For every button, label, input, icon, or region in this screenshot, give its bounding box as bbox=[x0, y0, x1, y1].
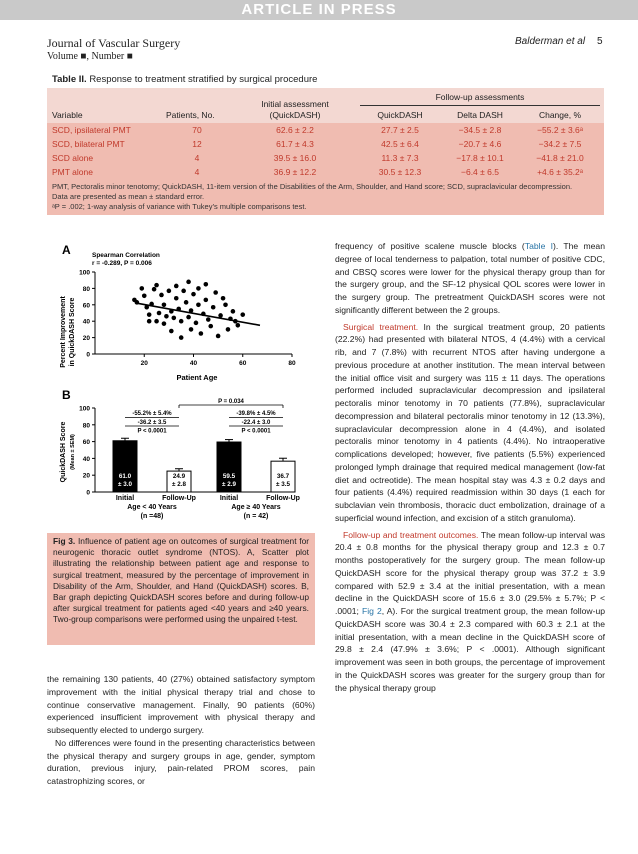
scatter-point bbox=[157, 311, 162, 316]
scatter-point bbox=[154, 319, 159, 324]
table-i-link[interactable]: Table I bbox=[524, 241, 554, 251]
fig-2-link[interactable]: Fig 2 bbox=[361, 606, 382, 616]
cell-delta: −6.4 ± 6.5 bbox=[461, 167, 499, 177]
bar-group-pct: -39.8% ± 4.5% bbox=[236, 411, 276, 417]
cell-patients: 4 bbox=[194, 153, 200, 163]
table-footnote-abbrev: PMT, Pectoralis minor tenotomy; QuickDASH, 11-item version of the Disabilities of the Arm, Shoulder, and Hand score; SCD, supraclavicular decompression. bbox=[52, 182, 573, 191]
cell-initial: 39.5 ± 16.0 bbox=[273, 153, 317, 163]
bar-value-label: 59.5 bbox=[222, 473, 236, 480]
bar-value-label: 36.7 bbox=[276, 473, 290, 480]
bar-group-p: P < 0.0001 bbox=[137, 428, 167, 435]
caption-text: Influence of patient age on outcomes of surgical treatment for neurogenic thoracic outlet syndrome (NTOS). A, Scatter plot illustrating the relationship between patient age and response to surgical treatment, measured by the percentage of improvement in Disability of the Arm, Shoulder, and Hand (QuickDASH) scores. B, Bar graph depicting QuickDASH scores before and during follow-up after surgical treatment for patients aged <40 years and ≥40 years. Two-group comparisons were performed using the unpaired t-test. bbox=[53, 536, 310, 625]
cell-quickdash: 42.5 ± 6.4 bbox=[381, 139, 419, 149]
scatter-point bbox=[159, 293, 164, 298]
scatter-point bbox=[194, 321, 199, 326]
left-column-text bbox=[47, 673, 315, 788]
scatter-point bbox=[169, 329, 174, 334]
bar-between-p: P = 0.034 bbox=[218, 399, 244, 405]
scatter-point bbox=[240, 312, 245, 317]
scatter-point bbox=[147, 312, 152, 317]
scatter-point bbox=[139, 286, 144, 291]
scatter-point bbox=[184, 300, 189, 305]
cell-quickdash: 30.5 ± 12.3 bbox=[378, 167, 422, 177]
col-delta: Delta DASH bbox=[457, 110, 503, 120]
page-number: 5 bbox=[597, 36, 603, 47]
bar-group-n: (n =48) bbox=[140, 513, 164, 520]
scatter-y-tick-label: 0 bbox=[86, 351, 90, 359]
journal-name: Journal of Vascular Surgery bbox=[47, 36, 181, 50]
bar-group-label: Age ≥ 40 Years bbox=[231, 504, 281, 511]
bar-error-label: ± 2.8 bbox=[172, 481, 186, 488]
scatter-point bbox=[191, 292, 196, 297]
scatter-xlabel: Patient Age bbox=[176, 373, 218, 382]
scatter-point bbox=[226, 327, 231, 332]
bar-y-tick-label: 20 bbox=[82, 472, 90, 480]
bar-group-label: Age < 40 Years bbox=[127, 504, 177, 511]
bar-group-n: (n = 42) bbox=[243, 513, 269, 520]
bar-category-label: Initial bbox=[115, 495, 135, 502]
panel-b-label: B bbox=[62, 388, 71, 402]
right-p1-text-b: ). The mean degree of local tenderness to palpation, total number of positive CDC, and CBSQ scores were lower for the physical therapy group than for the surgery group, and the SF-12 physical QOL scores were lower in the surgery group. The pretreatment QuickDASH scores were not significantly different between the 2 groups. bbox=[335, 241, 605, 315]
scatter-y-tick-label: 40 bbox=[82, 318, 90, 326]
bar-group-delta: -36.2 ± 3.5 bbox=[137, 420, 167, 426]
col-initial-line1: Initial assessment bbox=[261, 99, 329, 109]
scatter-point bbox=[206, 317, 211, 322]
scatter-x-tick-label: 40 bbox=[189, 360, 198, 367]
table-title bbox=[52, 74, 317, 85]
bar-y-tick-label: 0 bbox=[86, 489, 90, 497]
bar-group-delta: -22.4 ± 3.0 bbox=[241, 420, 271, 426]
scatter-point bbox=[152, 287, 157, 292]
right-paragraph-3 bbox=[335, 529, 605, 695]
scatter-point bbox=[218, 313, 223, 318]
scatter-point bbox=[179, 335, 184, 340]
scatter-point bbox=[196, 303, 201, 308]
right-p2-text: In the surgical treatment group, 20 patients (22.2%) had presented with bilateral NTOS, 4 (4.4%) with a cervical rib, and 7 (7.8%) with recurrent NTOS after having undergone a previous procedure at another institution. The mean interval between the initial office visit and surgery was 115 ± 11 days. The operations performed included supraclavicular decompression and ipsilateral pectoralis minor tenotomy in 70 patients (77.8%), supraclavicular decompression and bilateral pectoralis minor tenotomy in 12 (13.3%), supraclavicular decompression alone in 4 (4.4%), and isolated pectoralis minor tenotomy in 4 patients (4.4%). No intraoperative complications developed; however, five patients (5.5%) experienced prolonged lymph drainage that required medical management (low-fat diet and octreotide). The mean hospital stay was 4.3 ± 0.2 days and four patients (4.4%) required readmission within 30 days (1 each for subclavian vein thrombosis, thoracic duct embolization, drainage of a superficial wound infection, and excision of a stitch granuloma). bbox=[335, 321, 606, 523]
bar-category-label: Follow-Up bbox=[162, 495, 196, 502]
scatter-point bbox=[221, 296, 226, 301]
table-row bbox=[47, 123, 604, 137]
scatter-point bbox=[186, 280, 191, 285]
bar-chart bbox=[79, 399, 300, 520]
scatter-point bbox=[186, 315, 191, 320]
bar-category-label: Follow-Up bbox=[266, 495, 300, 502]
col-variable: Variable bbox=[52, 110, 83, 120]
bar-group-p: P < 0.0001 bbox=[241, 428, 271, 435]
scatter-point bbox=[164, 314, 169, 319]
bar-y-tick-label: 80 bbox=[82, 422, 90, 430]
table-footnote-stats: ᵃP = .002; 1-way analysis of variance with Tukey’s multiple comparisons test. bbox=[52, 202, 307, 211]
scatter-point bbox=[142, 293, 147, 298]
cell-variable: SCD, ipsilateral PMT bbox=[52, 125, 131, 135]
table-row bbox=[47, 165, 604, 179]
scatter-point bbox=[162, 303, 167, 308]
bar-error-label: ± 2.9 bbox=[222, 481, 236, 488]
scatter-ylabel-2: in QuickDASH Score bbox=[69, 297, 76, 367]
scatter-point bbox=[236, 323, 241, 328]
cell-patients: 12 bbox=[192, 139, 202, 149]
scatter-point bbox=[213, 290, 218, 295]
scatter-x-tick-label: 80 bbox=[288, 360, 296, 367]
scatter-y-tick-label: 100 bbox=[79, 269, 90, 277]
cell-quickdash: 27.7 ± 2.5 bbox=[381, 125, 419, 135]
scatter-plot bbox=[79, 270, 296, 368]
figure-caption bbox=[47, 533, 315, 645]
scatter-point bbox=[179, 319, 184, 324]
right-p3-text-a: The mean follow-up interval was 20.4 ± 0.8 months for the physical therapy group and 12.3 ± 0.7 months postoperatively for the surgery group. The mean follow-up QuickDASH score for the physical therapy group was 37.2 ± 3.9 compared with 52.9 ± 3.4 at the initial presentation, with a mean decline in the QuickDASH score of 15.6 ± 3.0 (29.5% ± 5.7%; P < .0001; bbox=[335, 529, 605, 616]
cell-initial: 62.6 ± 2.2 bbox=[276, 125, 314, 135]
scatter-point bbox=[211, 305, 216, 310]
left-paragraph-1: the remaining 130 patients, 40 (27%) obtained satisfactory symptom improvement with the initial physical therapy trial and chose to continue conservative management. Finally, 90 patients (60%) experienced insufficient improvement with physical therapy and subsequently elected to undergo surgery. bbox=[47, 674, 315, 735]
cell-variable: SCD alone bbox=[52, 153, 94, 163]
right-p1-text-a: frequency of positive scalene muscle blocks ( bbox=[335, 241, 525, 251]
right-column-text bbox=[335, 240, 605, 698]
cell-patients: 4 bbox=[194, 167, 200, 177]
banner-text: ARTICLE IN PRESS bbox=[241, 1, 397, 18]
bar-y-tick-label: 40 bbox=[82, 455, 90, 463]
scatter-subtitle: r = -0.289, P = 0.006 bbox=[92, 260, 152, 267]
scatter-point bbox=[162, 321, 167, 326]
bar-y-tick-label: 60 bbox=[82, 439, 90, 447]
figure-svg bbox=[47, 232, 319, 532]
cell-change: +4.6 ± 35.2ᵃ bbox=[537, 167, 583, 177]
cell-delta: −20.7 ± 4.6 bbox=[458, 139, 502, 149]
bar-error-label: ± 3.0 bbox=[118, 481, 132, 488]
scatter-point bbox=[199, 331, 204, 336]
scatter-point bbox=[154, 283, 159, 288]
bar-ylabel-1: QuickDASH Score bbox=[60, 421, 67, 483]
cell-initial: 36.9 ± 12.2 bbox=[273, 167, 317, 177]
caption-label: Fig 3. bbox=[53, 536, 76, 546]
scatter-point bbox=[181, 289, 186, 294]
table-footnote-data: Data are presented as mean ± standard error. bbox=[52, 192, 205, 201]
scatter-y-tick-label: 60 bbox=[82, 302, 90, 310]
bar-ylabel-2: (Mean ± SEM) bbox=[70, 434, 76, 470]
scatter-point bbox=[223, 303, 228, 308]
col-quickdash: QuickDASH bbox=[377, 110, 423, 120]
scatter-point bbox=[167, 289, 172, 294]
left-paragraph-2: No differences were found in the presenting characteristics between the physical therapy and surgery groups in age, gender, symptom duration, previous injury, pain-related PROM scores, pain catastrophizing scores, or bbox=[47, 737, 315, 786]
scatter-point bbox=[208, 324, 213, 329]
figure-3 bbox=[47, 232, 319, 532]
scatter-point bbox=[147, 319, 152, 324]
surgical-treatment-heading: Surgical treatment. bbox=[343, 321, 419, 332]
cell-delta: −34.5 ± 2.8 bbox=[458, 125, 502, 135]
followup-heading: Follow-up and treatment outcomes. bbox=[343, 529, 479, 540]
scatter-point bbox=[231, 309, 236, 314]
cell-change: −34.2 ± 7.5 bbox=[538, 139, 582, 149]
cell-patients: 70 bbox=[192, 125, 202, 135]
scatter-y-tick-label: 20 bbox=[82, 335, 90, 343]
col-initial-line2: (QuickDASH) bbox=[269, 110, 321, 120]
right-p3-text-b: , A). For the surgical treatment group, the mean follow-up QuickDASH score was 30.4 ± 2.3 compared with 60.3 ± 2.1 at the initial presentation, with a mean decline in the QuickDASH score of 29.8 ± 2.4 (47.9% ± 3.6%; P < .0001). Although significant improvement was seen in both groups, the percentage of improvement in the QuickDASH scores was greater for the surgery group than for the physical therapy group bbox=[335, 606, 606, 693]
bar-error-label: ± 3.5 bbox=[276, 481, 290, 488]
cell-delta: −17.8 ± 10.1 bbox=[456, 153, 504, 163]
scatter-point bbox=[172, 316, 177, 321]
scatter-point bbox=[216, 334, 221, 339]
cell-change: −41.8 ± 21.0 bbox=[536, 153, 584, 163]
bar-value-label: 61.0 bbox=[118, 473, 132, 480]
panel-a-label: A bbox=[62, 243, 71, 257]
cell-quickdash: 11.3 ± 7.3 bbox=[381, 153, 419, 163]
scatter-point bbox=[196, 286, 201, 291]
scatter-y-tick-label: 80 bbox=[82, 285, 90, 293]
article-in-press-banner bbox=[0, 0, 638, 20]
table-row bbox=[47, 137, 604, 151]
scatter-x-tick-label: 20 bbox=[140, 360, 148, 367]
scatter-point bbox=[189, 327, 194, 332]
bar-category-label: Initial bbox=[219, 495, 239, 502]
followup-group-header: Follow-up assessments bbox=[435, 92, 525, 102]
scatter-x-tick-label: 60 bbox=[239, 360, 247, 367]
bar-y-tick-label: 100 bbox=[79, 405, 90, 413]
scatter-title: Spearman Correlation bbox=[92, 252, 160, 259]
bar-group-pct: -55.2% ± 5.4% bbox=[132, 411, 172, 417]
scatter-point bbox=[204, 282, 209, 287]
cell-variable: PMT alone bbox=[52, 167, 93, 177]
cell-initial: 61.7 ± 4.3 bbox=[276, 139, 314, 149]
scatter-point bbox=[174, 284, 179, 289]
col-patients: Patients, No. bbox=[166, 110, 215, 120]
scatter-point bbox=[204, 298, 209, 303]
col-change: Change, % bbox=[538, 110, 582, 120]
right-paragraph-2 bbox=[335, 321, 605, 525]
volume-info: Volume ■, Number ■ bbox=[47, 51, 133, 62]
cell-change: −55.2 ± 3.6ᵃ bbox=[537, 125, 583, 135]
scatter-point bbox=[174, 296, 179, 301]
table-row bbox=[47, 151, 604, 165]
followup-rule bbox=[360, 105, 600, 106]
bar-value-label: 24.9 bbox=[172, 473, 186, 480]
table-title-text: Response to treatment stratified by surgical procedure bbox=[89, 74, 318, 85]
running-author: Balderman et al bbox=[515, 36, 586, 47]
scatter-ylabel-1: Percent Improvement bbox=[60, 296, 67, 368]
table-label: Table II. bbox=[52, 74, 87, 85]
right-paragraph-1 bbox=[335, 240, 605, 317]
cell-variable: SCD, bilateral PMT bbox=[52, 139, 125, 149]
